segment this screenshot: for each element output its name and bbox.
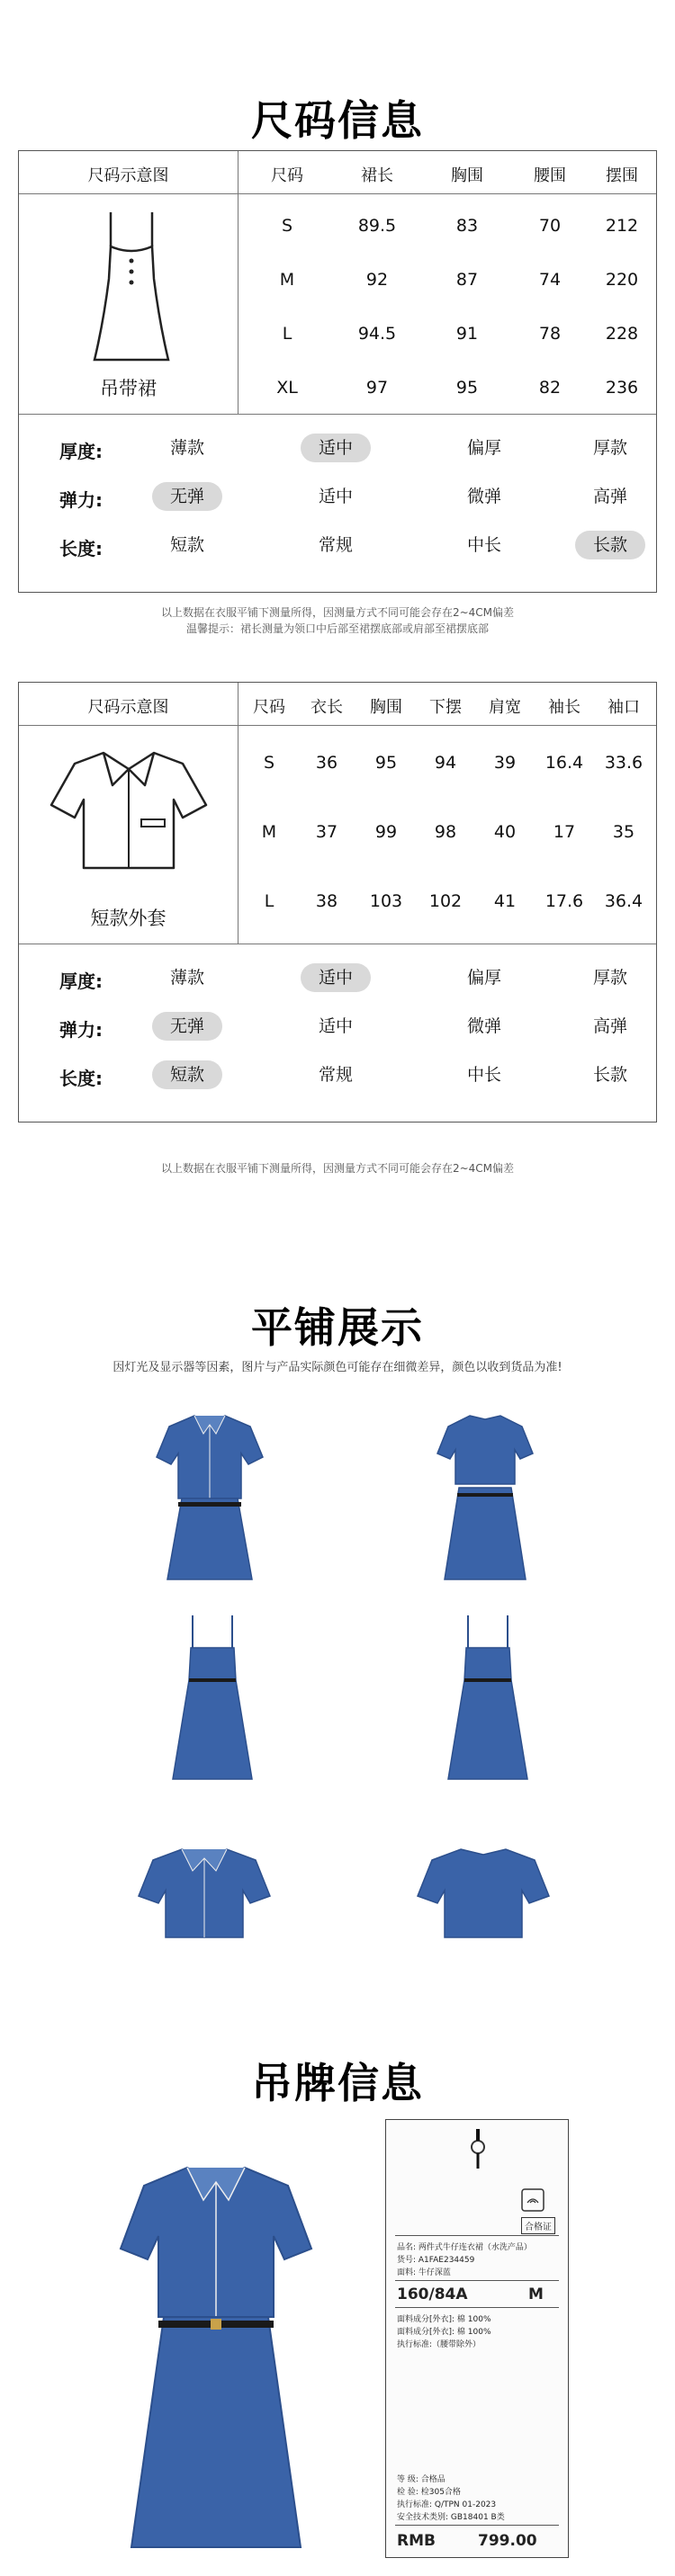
col-header: 腰围 <box>534 166 566 185</box>
col-header: 下摆 <box>429 698 462 717</box>
attribute-label: 厚度: <box>59 970 103 992</box>
attribute-label: 长度: <box>59 1068 103 1089</box>
attribute-option-selected: 适中 <box>301 434 371 462</box>
diagram-header: 尺码示意图 <box>87 166 169 185</box>
size-cell: M <box>261 822 277 842</box>
value-cell: 36.4 <box>604 891 644 911</box>
attribute-option-selected: 长款 <box>575 531 645 559</box>
value-cell: 78 <box>538 324 562 344</box>
value-cell: 92 <box>365 270 389 290</box>
size-letter: M <box>528 2285 544 2303</box>
attribute-option: 中长 <box>466 535 501 555</box>
tag-bottom-line: 安全技术类别: GB18401 B类 <box>397 2513 505 2522</box>
dress-front-photo <box>167 1612 257 1783</box>
tag-bottom-line: 等 级: 合格品 <box>397 2475 446 2484</box>
attribute-option: 厚款 <box>592 968 627 988</box>
section-title-flat-display: 平铺展示 <box>251 1303 424 1352</box>
tag-bottom-line: 执行标准: Q/TPN 01-2023 <box>397 2500 497 2509</box>
col-header: 肩宽 <box>489 698 521 717</box>
value-cell: 17 <box>553 822 576 842</box>
value-cell: 97 <box>365 378 389 398</box>
value-cell: 99 <box>374 822 398 842</box>
value-cell: 102 <box>428 891 463 911</box>
fabric-line: 面料成分[外衣]: 棉 100% <box>397 2315 491 2324</box>
measurement-tip: 温馨提示：裙长测量为领口中后部至裙摆底部或肩部至裙摆底部 <box>185 622 489 635</box>
attribute-option: 薄款 <box>169 968 204 988</box>
tag-bottom-line: 检 验: 检305合格 <box>397 2488 461 2497</box>
attribute-option: 短款 <box>169 535 204 555</box>
value-cell: 70 <box>538 216 562 236</box>
attribute-option-selected: 适中 <box>301 963 371 992</box>
size-cell: S <box>263 753 275 773</box>
value-cell: 91 <box>455 324 479 344</box>
value-cell: 94.5 <box>357 324 397 344</box>
set-back-photo <box>436 1412 535 1583</box>
attribute-option: 适中 <box>318 487 353 506</box>
tag-string-icon <box>462 2129 494 2170</box>
size-cell: XL <box>276 378 298 398</box>
attribute-label: 长度: <box>59 538 103 559</box>
value-cell: 35 <box>612 822 635 842</box>
diagram-header: 尺码示意图 <box>87 698 169 717</box>
col-header: 胸围 <box>370 698 402 717</box>
color-disclaimer: 因灯光及显示器等因素，图片与产品实际颜色可能存在细微差异，颜色以收到货品为准! <box>112 1361 562 1374</box>
attribute-option-selected: 无弹 <box>152 1012 222 1041</box>
set-front-photo <box>151 1412 268 1583</box>
size-cell: L <box>264 891 274 911</box>
slip-dress-diagram-icon <box>82 205 181 367</box>
value-cell: 74 <box>538 270 562 290</box>
diagram-label: 吊带裙 <box>100 378 157 399</box>
fabric-line: 执行标准:（腰带除外） <box>397 2340 482 2349</box>
measurement-note: 以上数据在衣服平铺下测量所得，因测量方式不同可能会存在2~4CM偏差 <box>160 1162 515 1175</box>
value-cell: 33.6 <box>604 753 644 773</box>
value-cell: 40 <box>493 822 517 842</box>
attribute-option-selected: 短款 <box>152 1060 222 1089</box>
value-cell: 87 <box>455 270 479 290</box>
value-cell: 41 <box>493 891 517 911</box>
diagram-label: 短款外套 <box>90 908 166 929</box>
value-cell: 94 <box>434 753 457 773</box>
value-cell: 82 <box>538 378 562 398</box>
attribute-option-selected: 无弹 <box>152 482 222 511</box>
attribute-option: 高弹 <box>592 1016 627 1036</box>
value-cell: 16.4 <box>544 753 584 773</box>
size-cell: L <box>282 324 292 344</box>
col-header: 袖长 <box>548 698 580 717</box>
attribute-option: 长款 <box>592 1065 627 1085</box>
cert-label: 合格证 <box>521 2217 555 2234</box>
value-cell: 83 <box>455 216 479 236</box>
value-cell: 17.6 <box>544 891 584 911</box>
value-cell: 236 <box>605 378 639 398</box>
attribute-option: 薄款 <box>169 438 204 458</box>
jacket-front-photo <box>137 1844 272 1943</box>
size-table-jacket <box>18 682 657 1123</box>
value-cell: 95 <box>455 378 479 398</box>
attribute-label: 厚度: <box>59 441 103 462</box>
price-label: RMB <box>397 2532 436 2550</box>
value-cell: 39 <box>493 753 517 773</box>
col-header: 尺码 <box>271 166 303 185</box>
tag-line: 品名: 两件式牛仔连衣裙（水洗产品） <box>397 2243 532 2252</box>
value-cell: 220 <box>605 270 639 290</box>
attribute-option: 常规 <box>318 535 353 555</box>
measurement-note: 以上数据在衣服平铺下测量所得，因测量方式不同可能会存在2~4CM偏差 <box>160 606 515 619</box>
rfid-icon <box>521 2188 544 2212</box>
attribute-label: 弹力: <box>59 489 103 511</box>
attribute-option: 微弹 <box>466 1016 501 1036</box>
col-header: 摆围 <box>606 166 638 185</box>
section-title-size: 尺码信息 <box>251 96 424 145</box>
attribute-option: 高弹 <box>592 487 627 506</box>
attribute-option: 中长 <box>466 1065 501 1085</box>
model-outfit-photo <box>108 2159 324 2554</box>
col-header: 袖口 <box>608 698 640 717</box>
col-header: 胸围 <box>451 166 483 185</box>
jacket-back-photo <box>416 1844 551 1943</box>
attribute-option: 常规 <box>318 1065 353 1085</box>
attribute-option: 适中 <box>318 1016 353 1036</box>
section-title-hang-tag: 吊牌信息 <box>251 2059 424 2107</box>
value-cell: 228 <box>605 324 639 344</box>
attribute-label: 弹力: <box>59 1019 103 1041</box>
size-cell: S <box>281 216 293 236</box>
value-cell: 37 <box>315 822 338 842</box>
value-cell: 38 <box>315 891 338 911</box>
size-table-dress <box>18 150 657 593</box>
attribute-option: 微弹 <box>466 487 501 506</box>
size-cell: M <box>279 270 295 290</box>
short-jacket-diagram-icon <box>48 742 210 877</box>
tag-line: 货号: A1FAE234459 <box>397 2256 475 2265</box>
col-header: 尺码 <box>253 698 285 717</box>
value-cell: 95 <box>374 753 398 773</box>
attribute-option: 厚款 <box>592 438 627 458</box>
attribute-option: 偏厚 <box>466 438 501 458</box>
value-cell: 89.5 <box>357 216 397 236</box>
price-value: 799.00 <box>478 2532 537 2550</box>
value-cell: 98 <box>434 822 457 842</box>
size-spec: 160/84A <box>397 2285 468 2303</box>
value-cell: 212 <box>605 216 639 236</box>
attribute-option: 偏厚 <box>466 968 501 988</box>
dress-back-photo <box>443 1612 533 1783</box>
value-cell: 103 <box>369 891 403 911</box>
col-header: 衣长 <box>310 698 343 717</box>
value-cell: 36 <box>315 753 338 773</box>
tag-line: 面料: 牛仔深蓝 <box>397 2268 451 2277</box>
fabric-line: 面料成分[外衣]: 棉 100% <box>397 2328 491 2337</box>
col-header: 裙长 <box>361 166 393 185</box>
hang-tag-card <box>385 2119 569 2558</box>
